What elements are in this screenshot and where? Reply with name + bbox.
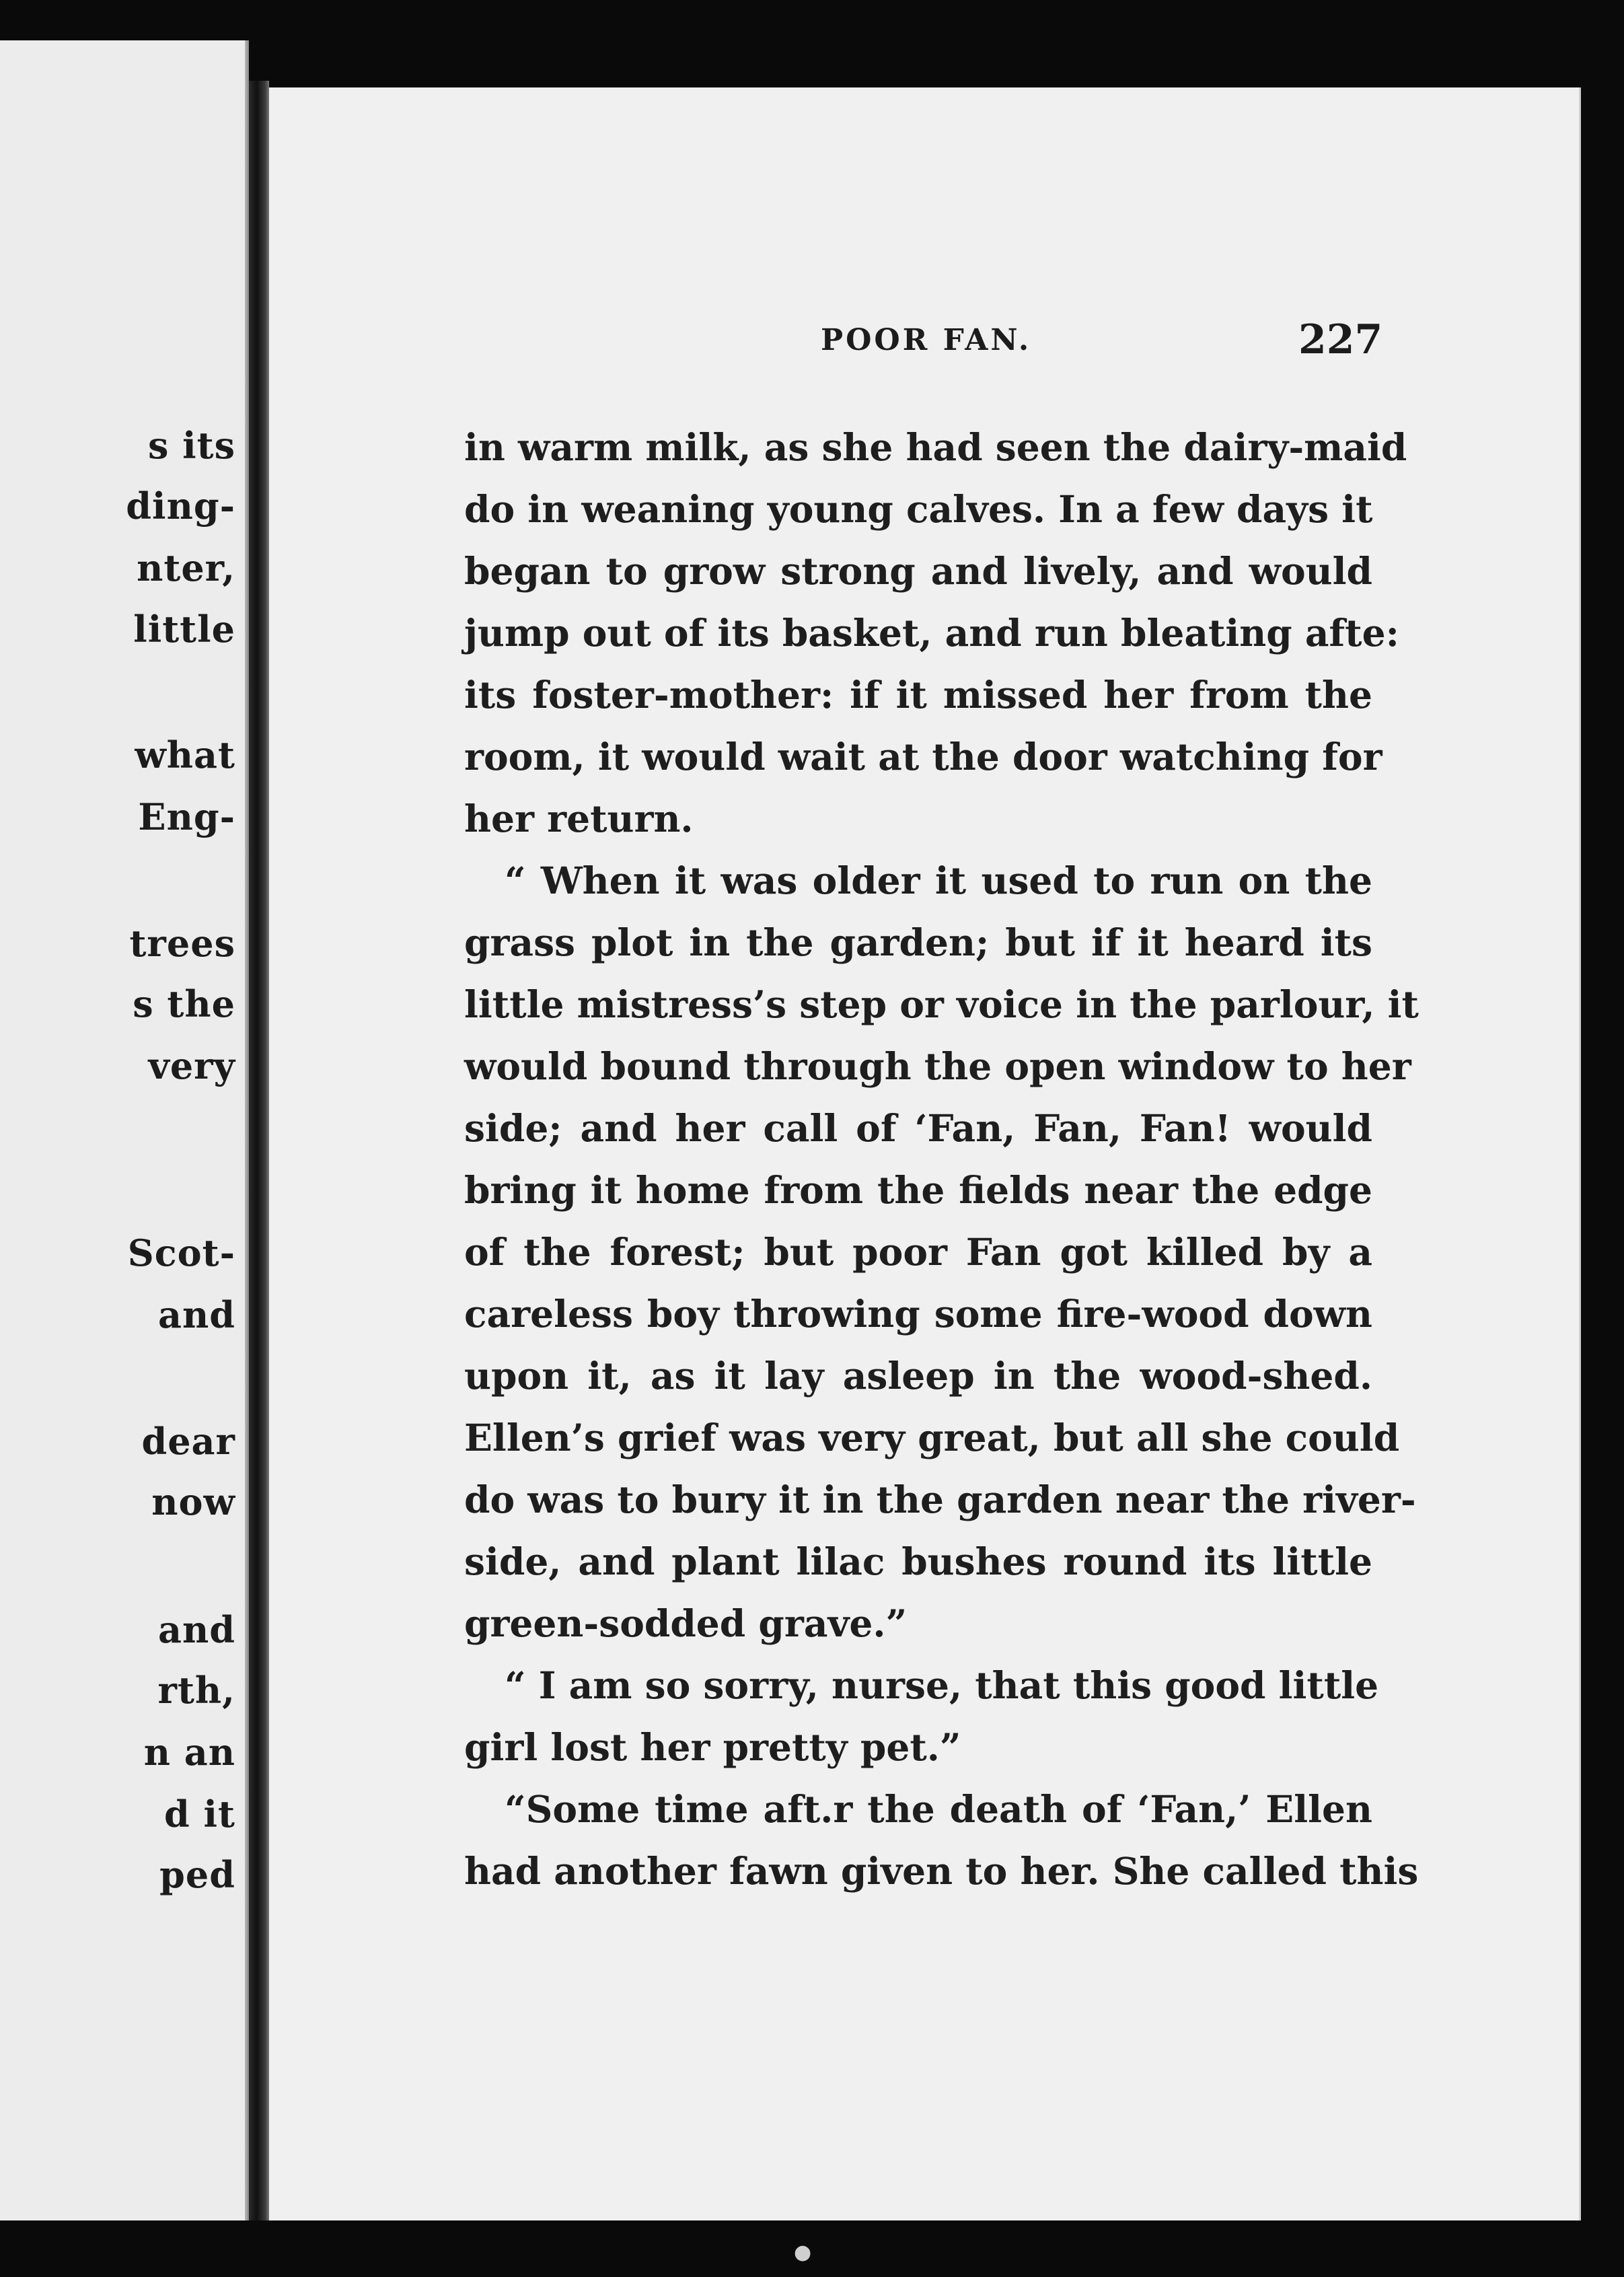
left-text-fragment: what: [135, 733, 235, 776]
text-line: side, and plant lilac bushes round its little: [464, 1540, 1372, 1583]
left-text-fragment: very: [148, 1044, 235, 1087]
left-text-fragment: and: [157, 1608, 235, 1651]
left-text-fragment: s its: [147, 424, 235, 467]
text-line: its foster-mother: if it missed her from the: [464, 673, 1372, 717]
book-binding-gutter: [249, 81, 269, 2220]
text-line: bring it home from the fields near the edge: [464, 1168, 1372, 1212]
text-line: in warm milk, as she had seen the dairy-maid: [464, 425, 1407, 469]
left-text-fragment: dear: [141, 1420, 235, 1463]
text-line: do was to bury it in the garden near the river-: [464, 1478, 1416, 1521]
text-line: side; and her call of ‘Fan, Fan, Fan! would: [464, 1106, 1372, 1150]
right-book-page: [269, 87, 1581, 2220]
left-text-fragment: ding-: [126, 484, 235, 528]
text-line: upon it, as it lay asleep in the wood-shed.: [464, 1354, 1372, 1398]
left-text-fragment: Eng-: [138, 795, 235, 838]
text-line: had another fawn given to her. She called this: [464, 1849, 1419, 1893]
text-line: “ I am so sorry, nurse, that this good little: [505, 1663, 1379, 1707]
text-line: careless boy throwing some fire-wood down: [464, 1292, 1372, 1336]
text-line: her return.: [464, 797, 694, 840]
running-head: POOR FAN.: [821, 323, 1032, 357]
text-line: room, it would wait at the door watching for: [464, 735, 1382, 779]
text-line: grass plot in the garden; but if it heard its: [464, 920, 1372, 964]
text-line: Ellen’s grief was very great, but all she could: [464, 1416, 1400, 1459]
left-text-fragment: now: [151, 1480, 235, 1523]
ornament-icon: ●: [794, 2241, 812, 2264]
text-line: would bound through the open window to her: [464, 1044, 1411, 1088]
right-page-edge: [1579, 87, 1581, 2220]
left-text-fragment: and: [157, 1293, 235, 1336]
left-text-fragment: s the: [133, 982, 235, 1025]
text-line: do in weaning young calves. In a few days it: [464, 487, 1373, 531]
left-text-fragment: trees: [129, 922, 235, 965]
text-line: “Some time aft.r the death of ‘Fan,’ Ellen: [505, 1787, 1372, 1831]
text-line: began to grow strong and lively, and would: [464, 549, 1372, 593]
left-text-fragment: n an: [143, 1731, 235, 1774]
left-text-fragment: little: [133, 608, 235, 651]
left-text-fragment: ped: [159, 1853, 235, 1896]
text-line: jump out of its basket, and run bleating afte:: [464, 611, 1399, 655]
left-text-fragment: d it: [163, 1793, 235, 1836]
left-facing-page: [0, 40, 249, 2220]
text-line: “ When it was older it used to run on the: [505, 859, 1372, 902]
text-line: green-sodded grave.”: [464, 1601, 908, 1645]
left-text-fragment: nter,: [137, 546, 235, 589]
text-line: girl lost her pretty pet.”: [464, 1725, 961, 1769]
text-line: little mistress’s step or voice in the parlour, it: [464, 982, 1419, 1026]
left-text-fragment: rth,: [157, 1669, 235, 1712]
left-text-fragment: Scot-: [127, 1231, 235, 1274]
text-line: of the forest; but poor Fan got killed by a: [464, 1230, 1372, 1274]
page-number: 227: [1298, 316, 1383, 363]
